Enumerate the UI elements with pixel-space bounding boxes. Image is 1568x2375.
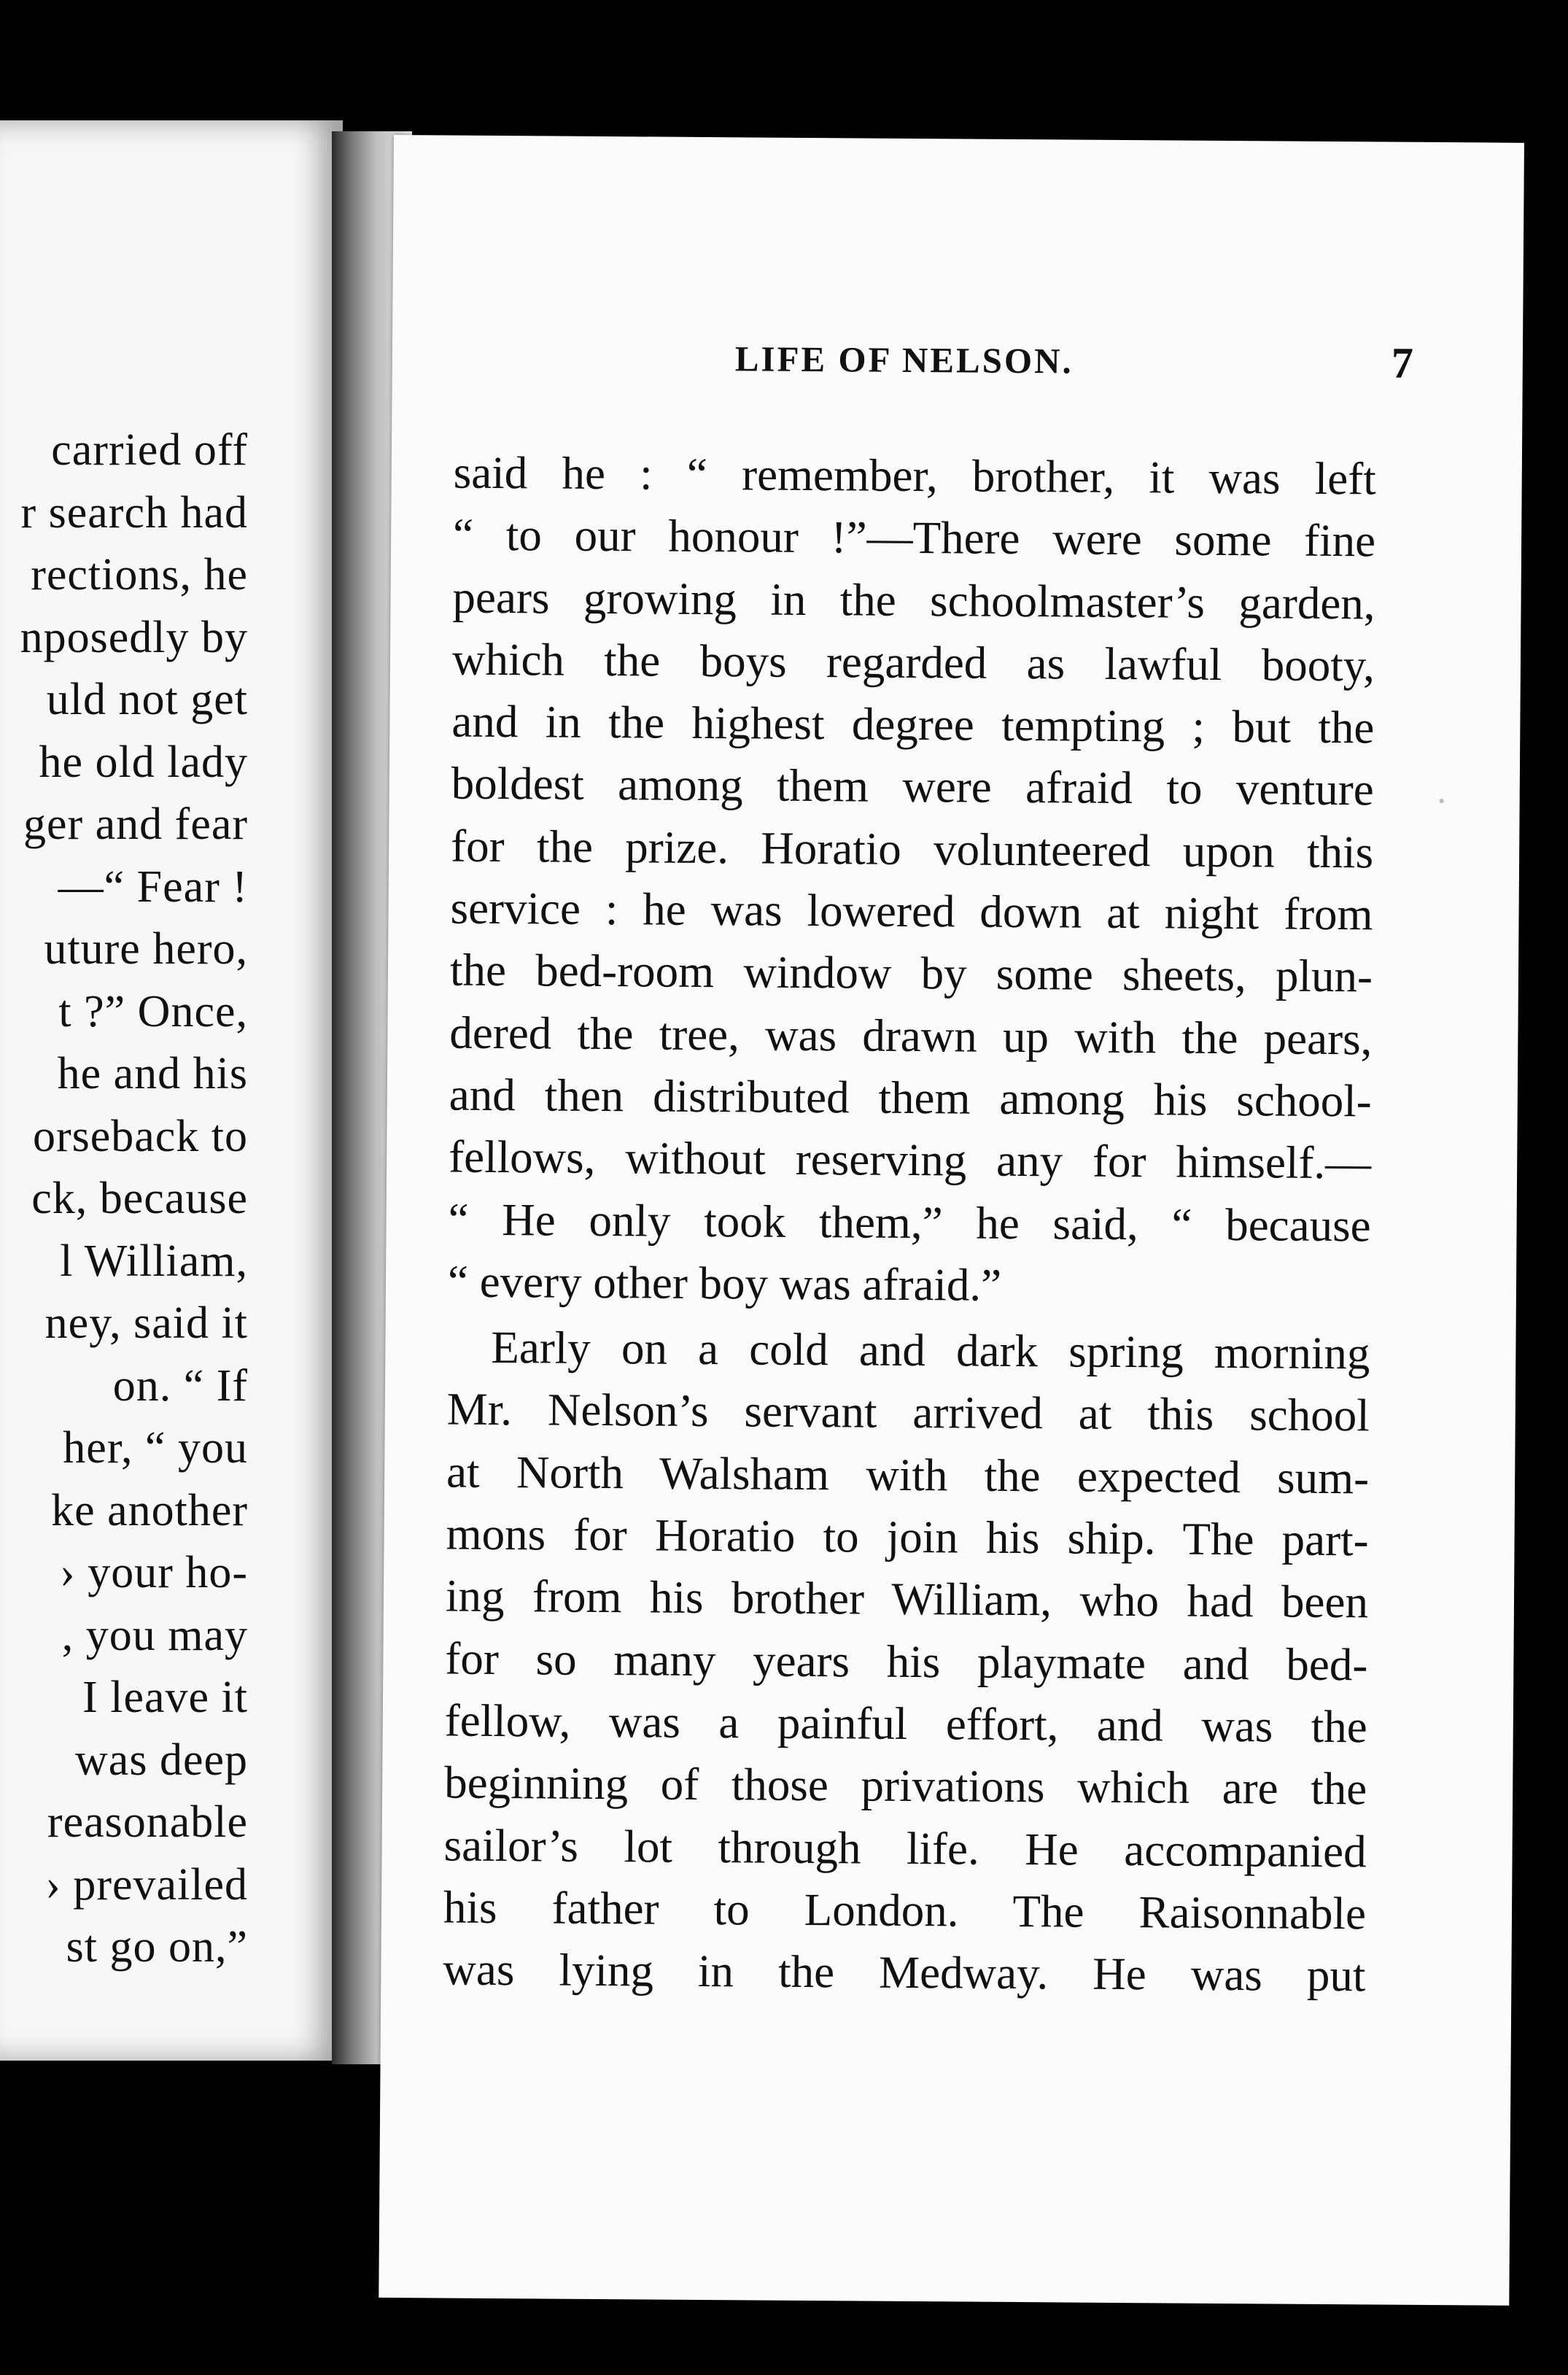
- left-line: nposedly by: [20, 612, 248, 662]
- paper-speck: [1440, 799, 1444, 803]
- left-line: uture hero,: [44, 924, 248, 974]
- text-line: pears growing in the schoolmaster’s garden,: [452, 571, 1375, 629]
- left-line: —“ Fear !: [58, 861, 248, 912]
- text-line: for so many years his playmate and bed-: [445, 1632, 1368, 1691]
- left-page-text: [0, 419, 248, 1979]
- left-line: ck, because: [31, 1174, 248, 1223]
- left-line: ke another: [51, 1485, 248, 1535]
- left-line: her, “ you: [63, 1423, 248, 1473]
- text-line: his father to London. The Raisonnable: [443, 1881, 1367, 1940]
- left-line: r search had: [20, 487, 248, 538]
- running-head: LIFE OF NELSON.: [734, 338, 1074, 381]
- text-line: mons for Horatio to join his ship. The part-: [446, 1508, 1369, 1566]
- text-line: said he : “ remember, brother, it was left: [453, 446, 1376, 505]
- paragraph-1: [448, 442, 1376, 1320]
- left-line: carried off: [51, 425, 248, 475]
- page-header: [735, 338, 1414, 400]
- text-line: sailor’s lot through life. He accompanied: [443, 1819, 1367, 1877]
- left-line: rections, he: [31, 550, 248, 600]
- text-line: for the prize. Horatio volunteered upon this: [450, 820, 1374, 878]
- left-line: t ?” Once,: [58, 986, 248, 1037]
- left-line: › prevailed: [45, 1859, 248, 1910]
- text-line: boldest among them were afraid to venture: [451, 758, 1375, 815]
- paragraph-2: [443, 1317, 1370, 2007]
- page-number: 7: [1391, 338, 1414, 387]
- text-line: at North Walsham with the expected sum-: [446, 1446, 1370, 1504]
- right-page: [379, 135, 1524, 2306]
- text-line: which the boys regarded as lawful booty,: [451, 633, 1375, 691]
- left-line: he and his: [57, 1049, 248, 1099]
- left-line: ney, said it: [44, 1298, 248, 1348]
- left-line: on. “ If: [112, 1360, 248, 1411]
- text-line: beginning of those privations which are the: [443, 1756, 1367, 1815]
- left-line: was deep: [75, 1735, 248, 1785]
- text-line: Mr. Nelson’s servant arrived at this school: [446, 1384, 1370, 1441]
- text-line: was lying in the Medway. He was put: [443, 1943, 1366, 2002]
- left-line: I leave it: [82, 1673, 248, 1722]
- text-line: and then distributed them among his school-: [449, 1069, 1373, 1127]
- text-line: dered the tree, was drawn up with the pears,: [449, 1007, 1373, 1065]
- left-line: st go on,”: [66, 1922, 248, 1972]
- left-page: [0, 120, 343, 2061]
- left-line: reasonable: [47, 1797, 248, 1847]
- left-line: orseback to: [32, 1111, 248, 1161]
- left-line: uld not get: [46, 675, 248, 724]
- left-line: › your ho-: [60, 1548, 248, 1597]
- text-line: “ to our honour !”—There were some fine: [452, 508, 1376, 567]
- text-line: fellow, was a painful effort, and was the: [444, 1694, 1368, 1753]
- text-line: ing from his brother William, who had been: [445, 1570, 1369, 1628]
- text-line: “ He only took them,” he said, “ because: [448, 1193, 1371, 1251]
- left-line: l William,: [60, 1236, 248, 1286]
- left-line: , you may: [61, 1610, 248, 1660]
- text-line: the bed-room window by some sheets, plun-: [449, 944, 1373, 1002]
- text-line: “ every other boy was afraid.”: [447, 1255, 1002, 1311]
- text-line: Early on a cold and dark spring morning: [491, 1322, 1370, 1379]
- left-line: he old lady: [39, 737, 248, 787]
- body-text: [443, 442, 1376, 2007]
- text-line: fellows, without reserving any for himself.—: [448, 1131, 1372, 1189]
- text-line: and in the highest degree tempting ; but the: [451, 695, 1375, 753]
- left-line: ger and fear: [23, 799, 248, 849]
- text-line: service : he was lowered down at night from: [450, 882, 1373, 940]
